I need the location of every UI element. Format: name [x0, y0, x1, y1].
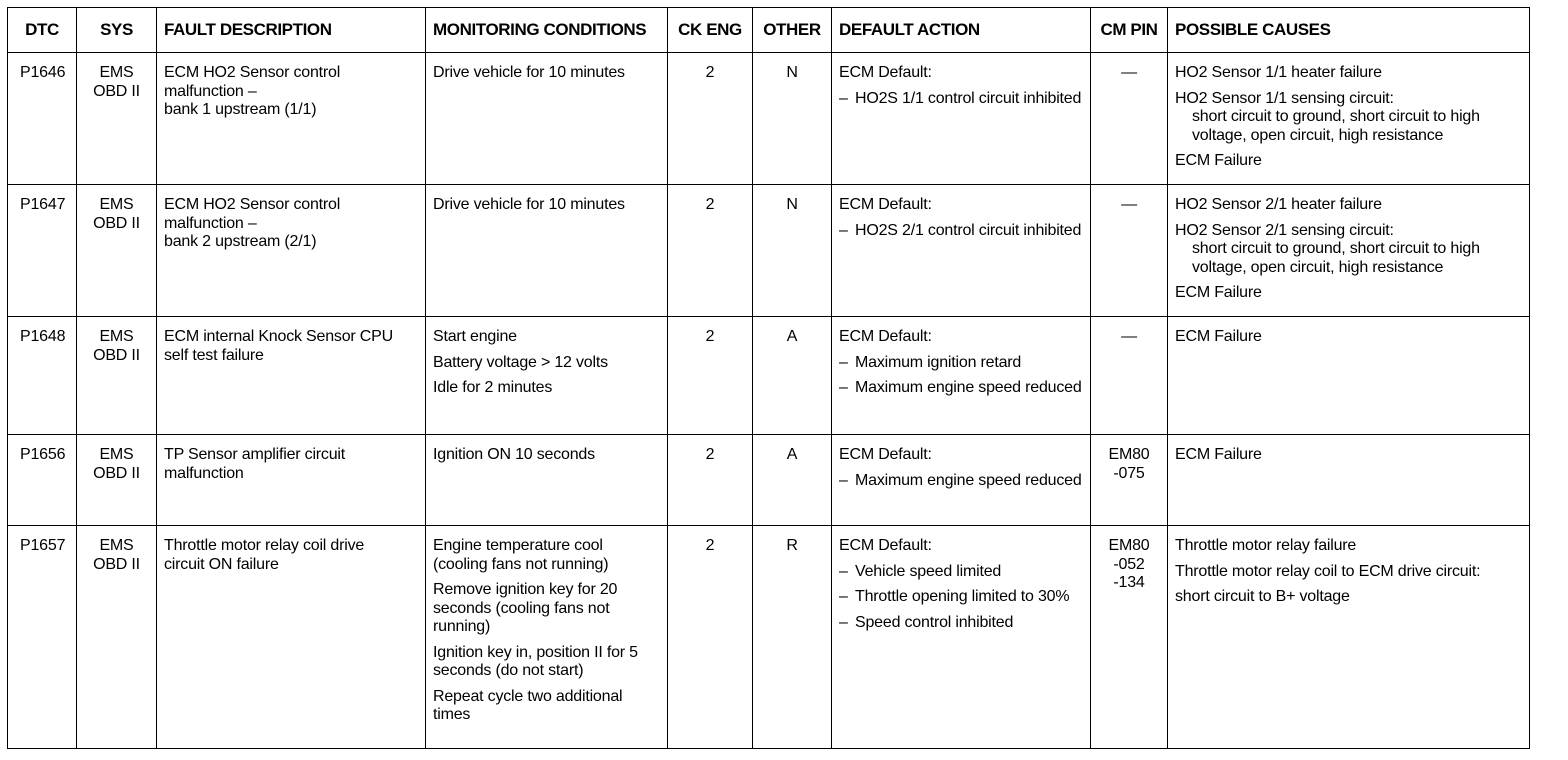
cause-head: ECM Failure: [1175, 284, 1262, 301]
monitoring-item: Repeat cycle two additional times: [433, 687, 623, 723]
cm-pin-line: EM80: [1108, 537, 1150, 554]
fault-description: [157, 53, 426, 185]
fault-description: [157, 435, 426, 526]
cm-pin: [1091, 435, 1168, 526]
cause-item: [1175, 446, 1522, 465]
fault-description: [157, 526, 426, 749]
monitoring-conditions: [426, 526, 668, 749]
header-other: OTHER: [753, 8, 832, 53]
header-possible-causes: POSSIBLE CAUSES: [1168, 8, 1530, 53]
fault-line: bank 2 upstream (2/1): [164, 233, 317, 250]
monitoring-item: Engine temperature cool (cooling fans not running): [433, 537, 609, 573]
cause-head: Throttle motor relay failure: [1175, 537, 1357, 554]
sys-line: OBD II: [93, 346, 140, 364]
sys-line: EMS: [99, 537, 134, 554]
cause-detail: short circuit to ground, short circuit to high voltage, open circuit, high resistance: [1192, 108, 1480, 144]
monitoring-item: Battery voltage > 12 volts: [433, 353, 608, 371]
table-body: [8, 53, 1530, 749]
monitoring-item: Remove ignition key for 20 seconds (cooling fans not running): [433, 581, 618, 635]
header-ck-eng: CK ENG: [668, 8, 753, 53]
sys-cell: [77, 526, 157, 749]
fault-line: ECM HO2 Sensor control: [164, 64, 341, 81]
cause-item: [1175, 222, 1522, 278]
possible-causes: [1168, 185, 1530, 317]
default-action: [832, 53, 1091, 185]
cause-head: ECM Failure: [1175, 446, 1262, 463]
cm-pin: [1091, 526, 1168, 749]
dtc-table: [7, 7, 1530, 749]
default-item: – Maximum ignition retard: [839, 354, 1083, 373]
dtc-code: P1647: [8, 185, 77, 317]
default-action: [832, 317, 1091, 435]
other-value: N: [753, 185, 832, 317]
dtc-code: P1646: [8, 53, 77, 185]
ck-eng-value: 2: [668, 526, 753, 749]
monitoring-item: Start engine: [433, 328, 517, 345]
monitoring-conditions: [426, 317, 668, 435]
header-monitoring-conditions: MONITORING CONDITIONS: [426, 8, 668, 53]
table-row: [8, 53, 1530, 185]
cause-item: [1175, 284, 1522, 303]
fault-line: self test failure: [164, 346, 264, 364]
sys-cell: [77, 317, 157, 435]
monitoring-item: Drive vehicle for 10 minutes: [433, 64, 625, 81]
fault-line: ECM internal Knock Sensor CPU: [164, 328, 393, 345]
cause-item: [1175, 328, 1522, 347]
cm-pin-line: —: [1121, 196, 1137, 213]
possible-causes: [1168, 526, 1530, 749]
cause-head: HO2 Sensor 2/1 sensing circuit:: [1175, 221, 1394, 239]
cause-head: short circuit to B+ voltage: [1175, 588, 1350, 605]
cm-pin-line: -134: [1113, 574, 1145, 591]
monitoring-conditions: [426, 53, 668, 185]
monitoring-conditions: [426, 185, 668, 317]
fault-line: Throttle motor relay coil drive: [164, 537, 365, 554]
cause-head: Throttle motor relay coil to ECM drive circuit:: [1175, 562, 1481, 580]
cm-pin-line: —: [1121, 64, 1137, 81]
other-value: R: [753, 526, 832, 749]
cm-pin: [1091, 317, 1168, 435]
table-row: [8, 526, 1530, 749]
sys-line: OBD II: [93, 214, 140, 232]
cm-pin-line: EM80: [1108, 446, 1150, 463]
default-title: ECM Default:: [839, 328, 932, 345]
cause-item: [1175, 152, 1522, 171]
monitoring-item: Ignition ON 10 seconds: [433, 446, 595, 463]
cause-head: HO2 Sensor 2/1 heater failure: [1175, 196, 1382, 213]
header-default-action: DEFAULT ACTION: [832, 8, 1091, 53]
default-title: ECM Default:: [839, 446, 932, 463]
fault-line: circuit ON failure: [164, 555, 279, 573]
sys-line: OBD II: [93, 555, 140, 573]
ck-eng-value: 2: [668, 435, 753, 526]
cause-item: [1175, 90, 1522, 146]
cause-head: HO2 Sensor 1/1 heater failure: [1175, 64, 1382, 81]
fault-description: [157, 317, 426, 435]
default-action: [832, 185, 1091, 317]
cm-pin: [1091, 53, 1168, 185]
sys-line: EMS: [99, 196, 134, 213]
dtc-document: [7, 7, 1529, 747]
cause-head: HO2 Sensor 1/1 sensing circuit:: [1175, 89, 1394, 107]
default-item: – Throttle opening limited to 30%: [839, 588, 1083, 607]
sys-line: EMS: [99, 64, 134, 81]
cause-detail: short circuit to ground, short circuit to high voltage, open circuit, high resistance: [1192, 240, 1480, 276]
cause-head: ECM Failure: [1175, 328, 1262, 345]
header-sys: SYS: [77, 8, 157, 53]
default-action: [832, 526, 1091, 749]
default-item: – Maximum engine speed reduced: [839, 379, 1083, 398]
fault-line: malfunction: [164, 464, 244, 482]
default-item: – Vehicle speed limited: [839, 563, 1083, 582]
cause-item: [1175, 196, 1522, 215]
sys-cell: [77, 435, 157, 526]
possible-causes: [1168, 53, 1530, 185]
sys-line: EMS: [99, 328, 134, 345]
possible-causes: [1168, 435, 1530, 526]
default-item: – HO2S 2/1 control circuit inhibited: [839, 222, 1083, 241]
ck-eng-value: 2: [668, 53, 753, 185]
ck-eng-value: 2: [668, 317, 753, 435]
fault-description: [157, 185, 426, 317]
fault-line: ECM HO2 Sensor control: [164, 196, 341, 213]
fault-line: malfunction –: [164, 82, 257, 100]
fault-line: bank 1 upstream (1/1): [164, 101, 317, 118]
default-item: – Speed control inhibited: [839, 614, 1083, 633]
monitoring-item: Drive vehicle for 10 minutes: [433, 196, 625, 213]
cm-pin-line: —: [1121, 328, 1137, 345]
sys-line: OBD II: [93, 82, 140, 100]
header-row: [8, 8, 1530, 53]
cm-pin: [1091, 185, 1168, 317]
other-value: A: [753, 435, 832, 526]
cm-pin-line: -075: [1113, 464, 1145, 482]
table-row: [8, 185, 1530, 317]
cause-item: [1175, 537, 1522, 556]
sys-line: OBD II: [93, 464, 140, 482]
monitoring-conditions: [426, 435, 668, 526]
ck-eng-value: 2: [668, 185, 753, 317]
dtc-code: P1657: [8, 526, 77, 749]
possible-causes: [1168, 317, 1530, 435]
cause-head: ECM Failure: [1175, 152, 1262, 169]
table-row: [8, 435, 1530, 526]
sys-cell: [77, 53, 157, 185]
dtc-code: P1648: [8, 317, 77, 435]
monitoring-item: Idle for 2 minutes: [433, 379, 553, 396]
monitoring-item: Ignition key in, position II for 5 seconds (do not start): [433, 643, 638, 679]
header-cm-pin: CM PIN: [1091, 8, 1168, 53]
sys-line: EMS: [99, 446, 134, 463]
default-title: ECM Default:: [839, 537, 932, 554]
cause-item: [1175, 64, 1522, 83]
dtc-code: P1656: [8, 435, 77, 526]
other-value: A: [753, 317, 832, 435]
header-dtc: DTC: [8, 8, 77, 53]
fault-line: TP Sensor amplifier circuit: [164, 446, 346, 463]
cause-item: [1175, 588, 1522, 607]
default-item: – Maximum engine speed reduced: [839, 472, 1083, 491]
cause-item: [1175, 563, 1522, 582]
sys-cell: [77, 185, 157, 317]
default-title: ECM Default:: [839, 196, 932, 213]
cm-pin-line: -052: [1113, 555, 1145, 573]
fault-line: malfunction –: [164, 214, 257, 232]
other-value: N: [753, 53, 832, 185]
table-row: [8, 317, 1530, 435]
default-item: – HO2S 1/1 control circuit inhibited: [839, 90, 1083, 109]
default-title: ECM Default:: [839, 64, 932, 81]
default-action: [832, 435, 1091, 526]
header-fault-description: FAULT DESCRIPTION: [157, 8, 426, 53]
